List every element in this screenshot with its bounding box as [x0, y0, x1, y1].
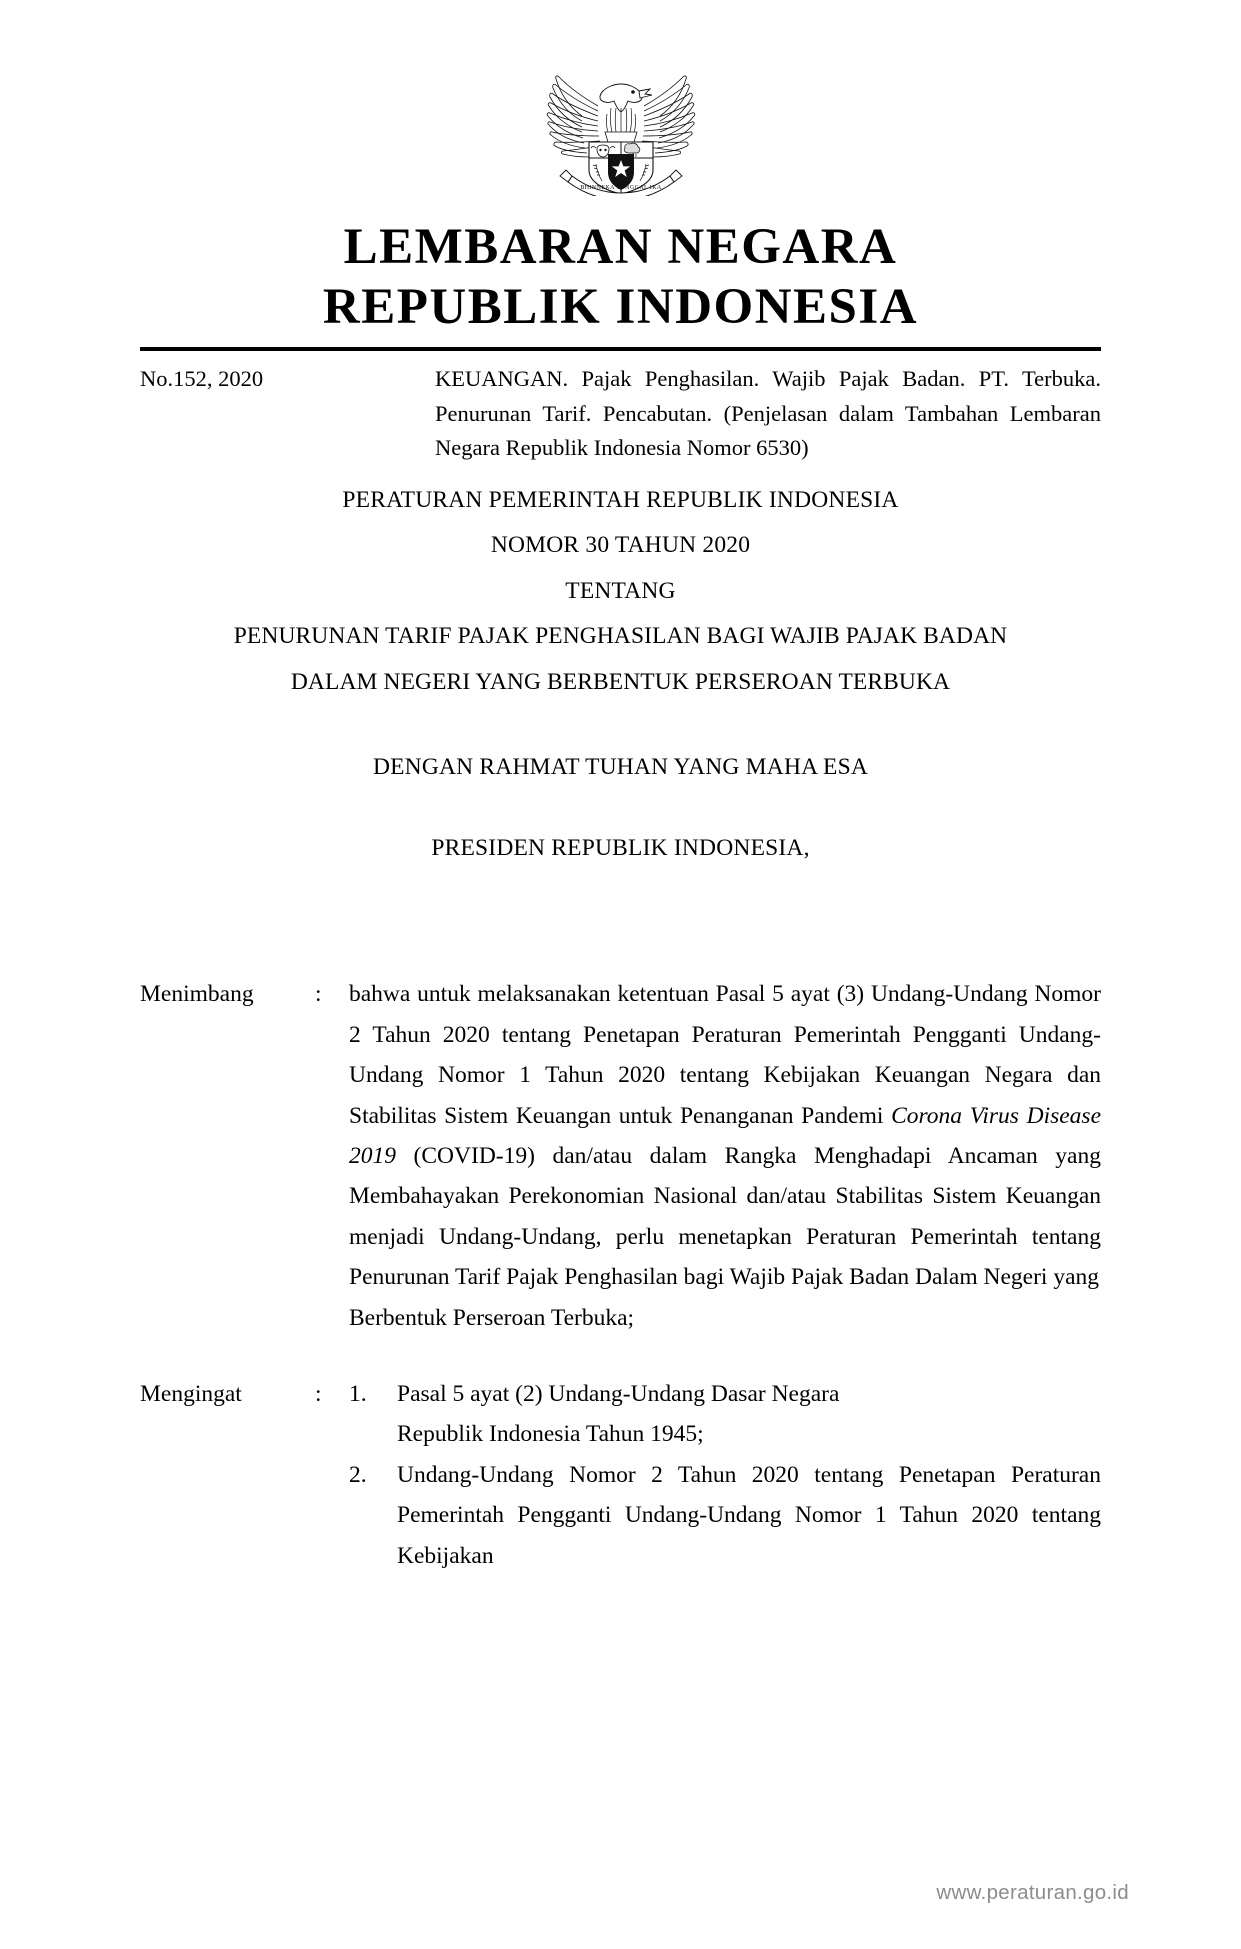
- masthead-line-2: REPUBLIK INDONESIA: [322, 278, 919, 335]
- mengingat-text-1-main: Pasal 5 ayat (2) Undang-Undang Dasar Negara: [397, 1381, 840, 1408]
- clause-body-menimbang: [349, 974, 1101, 1338]
- clause-label-menimbang: Menimbang: [140, 981, 254, 1008]
- regulation-title-block: [140, 486, 1101, 695]
- title-line-tentang: TENTANG: [565, 577, 676, 604]
- gazette-header-row: [140, 362, 1101, 465]
- mengingat-marker-1: 1.: [349, 1381, 367, 1408]
- mengingat-text-2: [397, 1455, 1101, 1576]
- clause-colon-mengingat: :: [315, 1381, 322, 1408]
- mengingat-item-1: [349, 1374, 1101, 1455]
- title-line-authority: PERATURAN PEMERINTAH REPUBLIK INDONESIA: [342, 486, 899, 513]
- mengingat-text-1-tail: Republik Indonesia Tahun 1945;: [397, 1421, 704, 1448]
- invocation-text: DENGAN RAHMAT TUHAN YANG MAHA ESA: [372, 754, 869, 781]
- clause-colon-menimbang: :: [315, 981, 322, 1008]
- mengingat-text-1: [397, 1374, 1101, 1455]
- mengingat-marker-2: 2.: [349, 1461, 367, 1488]
- mengingat-text-2-main: Undang-Undang Nomor 2 Tahun 2020 tentang Penetapan Peraturan Pemerintah Pengganti Undang-Undang Nomor 1 Tahun 2020 tentang Kebijakan: [397, 1461, 1101, 1569]
- masthead-line-1: LEMBARAN NEGARA: [343, 219, 898, 275]
- menimbang-tail-line: Berbentuk Perseroan Terbuka;: [349, 1304, 635, 1331]
- title-line-subject-1: PENURUNAN TARIF PAJAK PENGHASILAN BAGI WAJIB PAJAK BADAN: [233, 623, 1008, 650]
- emblem-container: [0, 0, 1241, 196]
- masthead-divider: [140, 347, 1101, 351]
- title-line-number: NOMOR 30 TAHUN 2020: [490, 532, 751, 559]
- footer-watermark: www.peraturan.go.id: [936, 1881, 1129, 1904]
- svg-text:BHINNEKA TUNGGAL IKA: BHINNEKA TUNGGAL IKA: [579, 185, 662, 191]
- garuda-pancasila-icon: [526, 58, 716, 196]
- menimbang-text-after: (COVID-19) dan/atau dalam Rangka Menghadapi Ancaman yang Membahayakan Perekonomian Nasional dan/atau Stabilitas Sistem Keuangan menjadi Undang-Undang, perlu menetapkan Peraturan Pemerintah tentang Penurunan Tarif Pajak Penghasilan bagi Wajib Pajak Badan Dalam Negeri yang: [349, 1143, 1101, 1291]
- gazette-number: No.152, 2020: [140, 366, 264, 392]
- clause-menimbang: [140, 974, 1101, 1338]
- menimbang-italic-term: Corona Virus Disease 2019: [349, 1102, 1101, 1169]
- mengingat-item-2: [349, 1455, 1101, 1576]
- clause-body-mengingat: [349, 1374, 1101, 1576]
- clauses-section: [140, 974, 1101, 1576]
- president-text: PRESIDEN REPUBLIK INDONESIA,: [431, 835, 810, 862]
- clause-mengingat: [140, 1374, 1101, 1576]
- masthead: [0, 218, 1241, 337]
- title-line-subject-2: DALAM NEGERI YANG BERBENTUK PERSEROAN TERBUKA: [290, 668, 951, 695]
- gazette-subject: KEUANGAN. Pajak Penghasilan. Wajib Pajak Badan. PT. Terbuka. Penurunan Tarif. Pencabutan. (Penjelasan dalam Tambahan Lembaran Negara Republik Indonesia Nomor 6530): [435, 366, 1101, 460]
- menimbang-text-before: bahwa untuk melaksanakan ketentuan Pasal 5 ayat (3) Undang-Undang Nomor 2 Tahun 2020 tentang Penetapan Peraturan Pemerintah Pengganti Undang-Undang Nomor 1 Tahun 2020 tentang Kebijakan Keuangan Negara dan Stabilitas Sistem Keuangan untuk Penanganan Pandemi: [349, 981, 1101, 1129]
- clause-label-mengingat: Mengingat: [140, 1381, 242, 1408]
